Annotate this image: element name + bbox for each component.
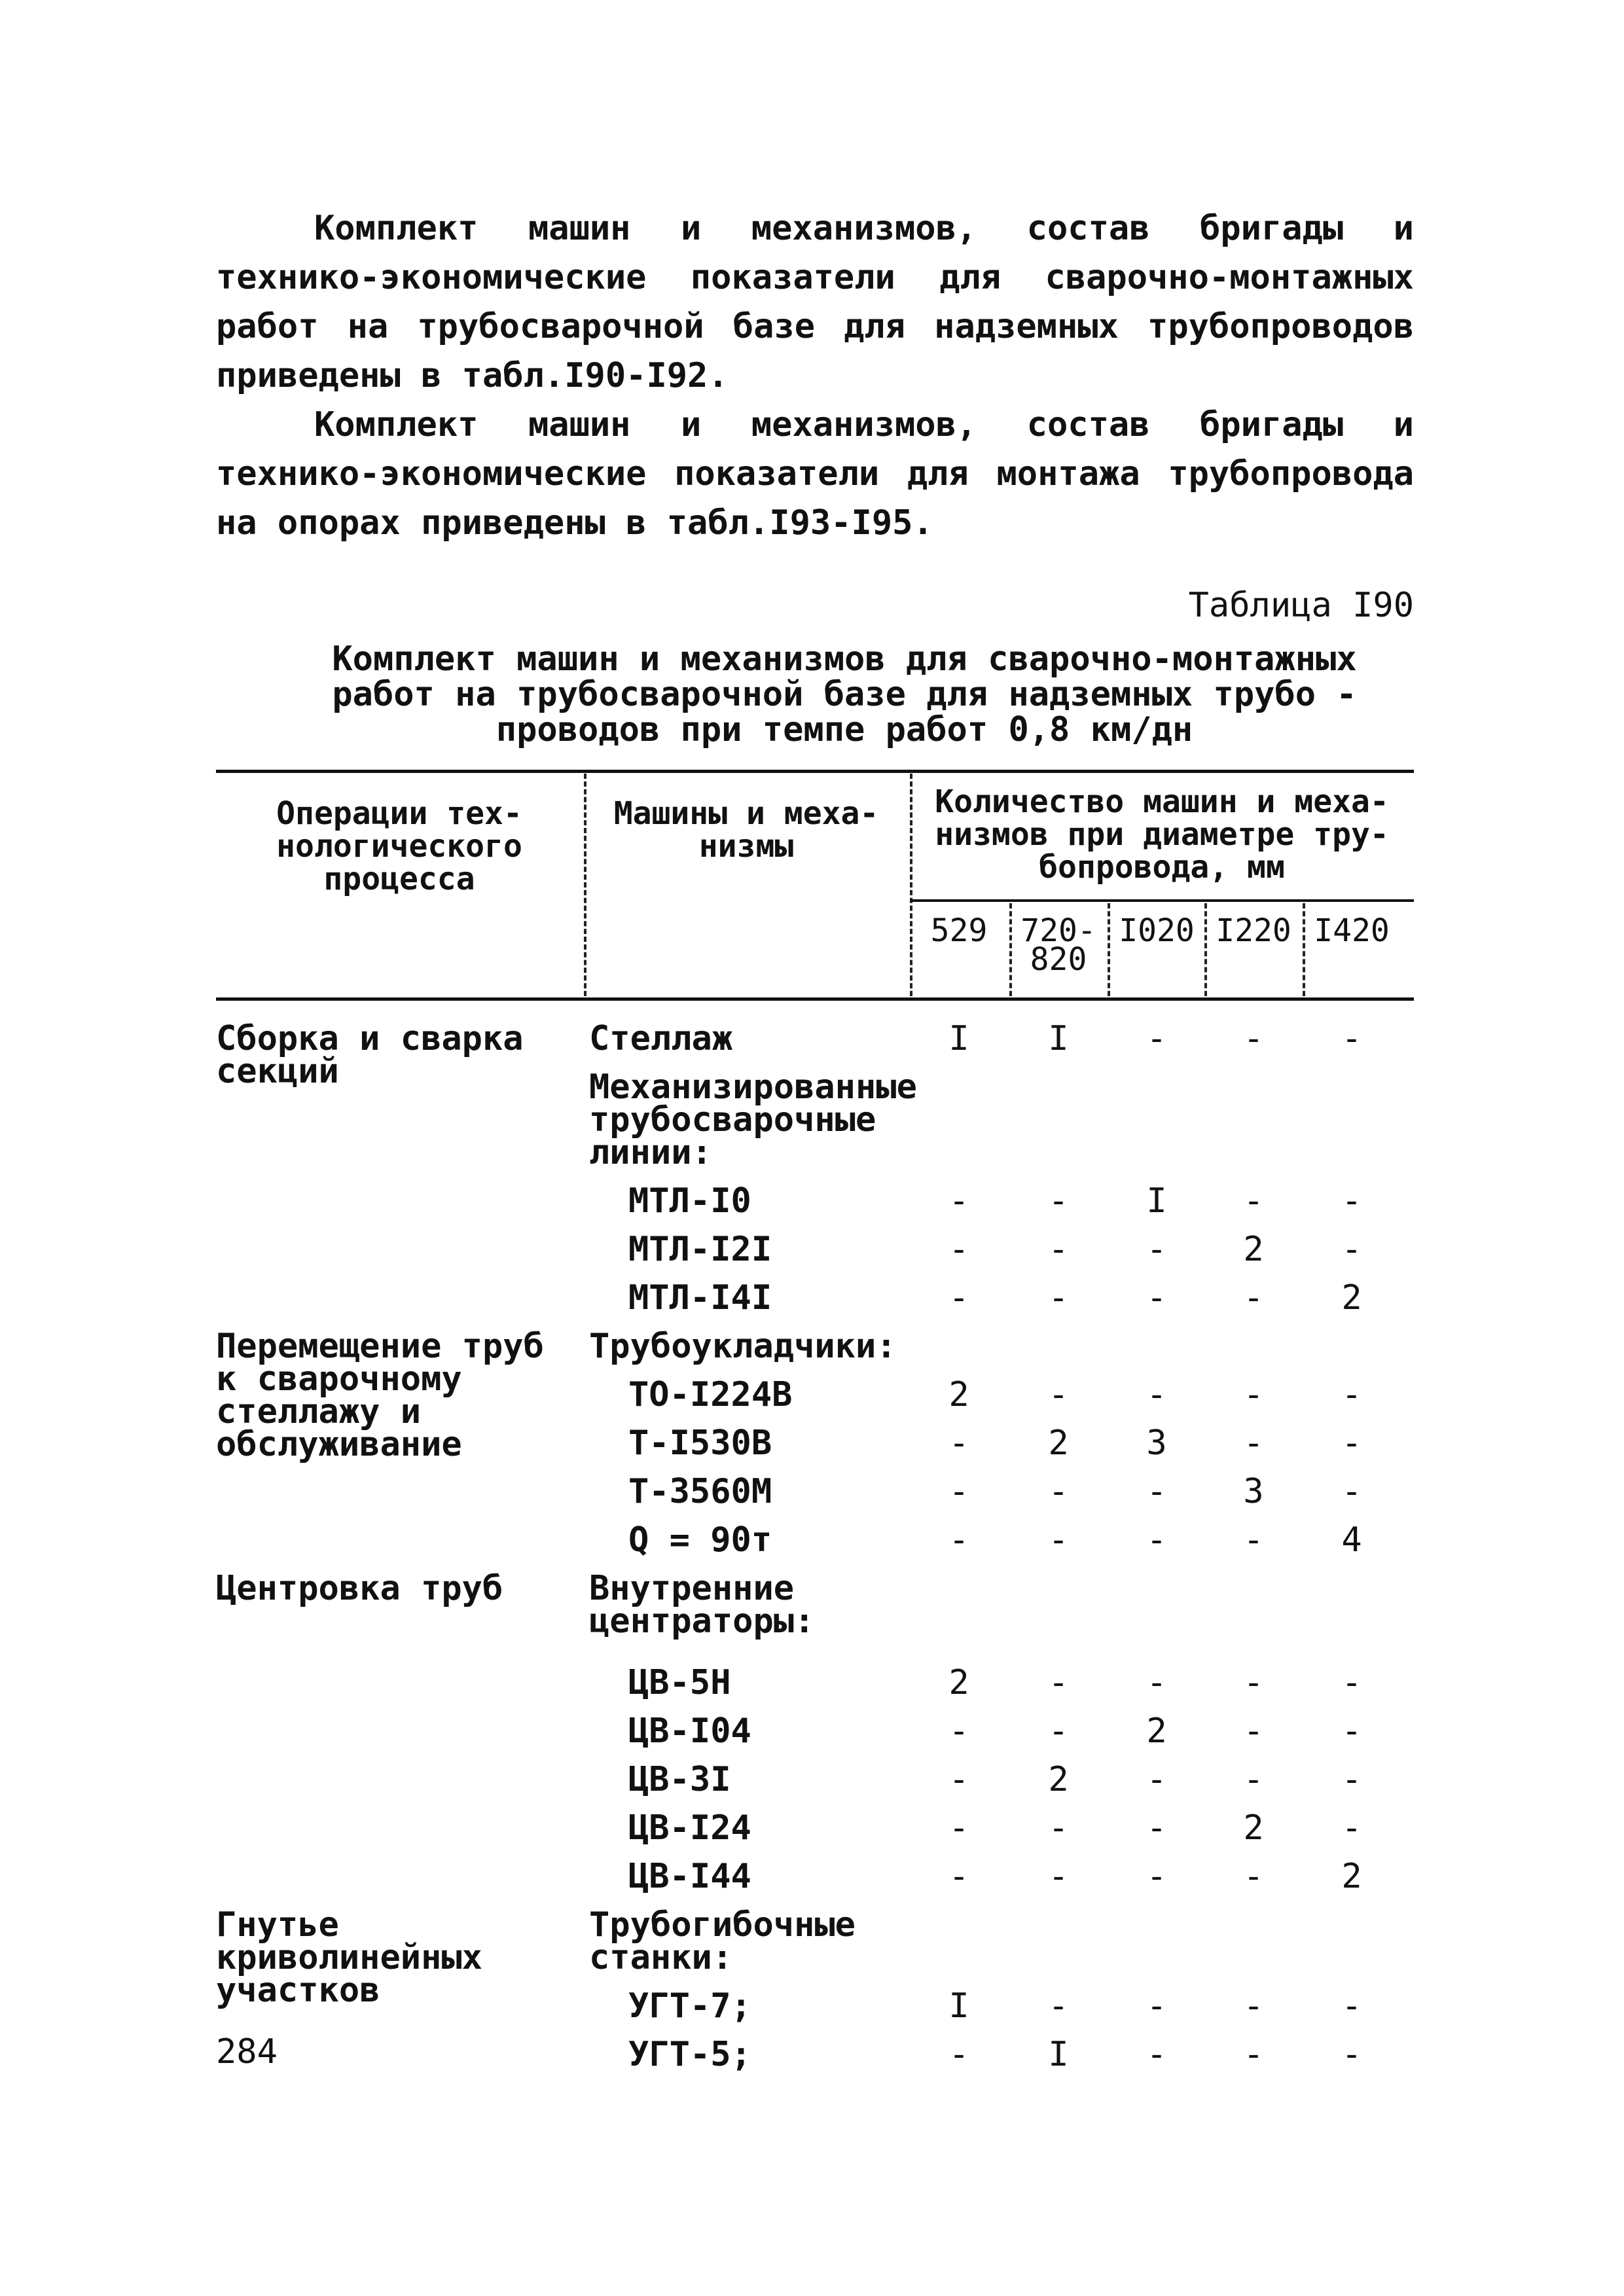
quantity-cell: - <box>1048 1857 1069 1896</box>
quantity-cell: - <box>948 1712 969 1751</box>
quantity-cell: I <box>1048 2035 1069 2074</box>
quantity-cell: - <box>948 1472 969 1511</box>
quantity-cell: - <box>1341 1424 1362 1463</box>
quantity-cell: I <box>948 1986 969 2026</box>
quantity-cell: I <box>948 1019 969 1058</box>
header-divider-1 <box>584 774 586 996</box>
machine-cell: ЦВ-5Н <box>628 1663 731 1702</box>
quantity-cell: - <box>948 1760 969 1799</box>
quantity-cell: 3 <box>1243 1472 1264 1511</box>
quantity-cell: - <box>1341 1808 1362 1848</box>
quantity-cell: - <box>1341 1230 1362 1269</box>
machine-cell: ЦВ-I44 <box>628 1857 751 1896</box>
machine-cell: Механизированные трубосварочные линии: <box>589 1067 917 1172</box>
machine-cell: ЦВ-I04 <box>628 1712 751 1751</box>
quantity-cell: - <box>1146 1857 1167 1896</box>
quantity-cell: - <box>1146 1019 1167 1058</box>
quantity-cell: - <box>1243 1760 1264 1799</box>
quantity-cell: 2 <box>948 1663 969 1702</box>
quantity-cell: - <box>1146 1472 1167 1511</box>
machine-cell: Стеллаж <box>589 1019 733 1058</box>
quantity-cell: - <box>1243 1181 1264 1221</box>
quantity-cell: - <box>1341 1019 1362 1058</box>
quantity-cell: - <box>1048 1986 1069 2026</box>
quantity-cell: - <box>1341 1760 1362 1799</box>
operation-cell: Центровка труб <box>216 1569 503 1608</box>
machine-cell: Т-I530В <box>628 1424 772 1463</box>
quantity-cell: - <box>1146 1760 1167 1799</box>
quantity-cell: - <box>1146 1520 1167 1560</box>
quantity-cell: - <box>1243 1375 1264 1414</box>
header-diameter-1420: I420 <box>1314 912 1390 949</box>
machine-cell: ЦВ-I24 <box>628 1808 751 1848</box>
header-diameter-1220: I220 <box>1216 912 1291 949</box>
quantity-cell: I <box>1048 1019 1069 1058</box>
quantity-cell: - <box>948 1230 969 1269</box>
quantity-cell: 4 <box>1341 1520 1362 1560</box>
quantity-cell: - <box>1048 1808 1069 1848</box>
quantity-cell: - <box>1048 1230 1069 1269</box>
quantity-cell: - <box>1146 2035 1167 2074</box>
quantity-cell: - <box>1341 1663 1362 1702</box>
quantity-cell: 3 <box>1146 1424 1167 1463</box>
quantity-cell: - <box>1243 1986 1264 2026</box>
table-caption: Комплект машин и механизмов для сварочно-монтажных работ на трубосварочной базе для надземных трубо - проводов при темпе работ 0,8 км/дн <box>332 639 1357 749</box>
quantity-cell: 2 <box>1048 1424 1069 1463</box>
quantity-cell: - <box>1048 1520 1069 1560</box>
intro-paragraph-1: Комплект машин и механизмов, состав бригады и технико-экономические показатели для сварочно-монтажных работ на трубосварочной базе для надземных трубопроводов приведены в табл.I90-I92. <box>216 209 1414 395</box>
quantity-cell: - <box>1048 1712 1069 1751</box>
machine-cell: МТЛ-I4I <box>628 1278 772 1318</box>
quantity-cell: 2 <box>1341 1857 1362 1896</box>
quantity-cell: - <box>1243 1424 1264 1463</box>
quantity-cell: - <box>1341 1986 1362 2026</box>
machine-cell: Внутренние центраторы: <box>589 1569 815 1641</box>
quantity-cell: - <box>1243 1520 1264 1560</box>
quantity-cell: - <box>1048 1472 1069 1511</box>
machine-cell: Трубогибочные станки: <box>589 1905 856 1977</box>
quantity-cell: - <box>948 1278 969 1318</box>
quantity-cell: - <box>948 1808 969 1848</box>
machine-cell: ЦВ-3I <box>628 1760 731 1799</box>
header-quantity: Количество машин и меха-низмов при диаметре тру-бопровода, мм <box>935 783 1389 886</box>
quantity-cell: - <box>1243 1857 1264 1896</box>
quantity-cell: - <box>1341 1181 1362 1221</box>
header-divider-2 <box>910 774 912 996</box>
quantity-cell: - <box>948 1857 969 1896</box>
quantity-cell: - <box>1146 1375 1167 1414</box>
operation-cell: Гнутье криволинейных участков <box>216 1905 482 2010</box>
table-header-bottom-rule <box>216 997 1414 1001</box>
quantity-cell: - <box>1243 1663 1264 1702</box>
quantity-cell: 2 <box>1243 1230 1264 1269</box>
machine-cell: МТЛ-I2I <box>628 1230 772 1269</box>
table-top-rule <box>216 770 1414 773</box>
machine-cell: ТО-I224В <box>628 1375 793 1414</box>
quantity-cell: - <box>1341 2035 1362 2074</box>
quantity-cell: - <box>1048 1181 1069 1221</box>
header-operations: Операции тех-нологического процесса <box>276 795 522 897</box>
quantity-cell: - <box>948 1181 969 1221</box>
quantity-cell: - <box>1048 1375 1069 1414</box>
quantity-cell: - <box>1243 1278 1264 1318</box>
intro-paragraph-2: Комплект машин и механизмов, состав бригады и технико-экономические показатели для монтажа трубопровода на опорах приведены в табл.I93-I95. <box>216 405 1414 543</box>
quantity-cell: - <box>1146 1986 1167 2026</box>
machine-cell: МТЛ-I0 <box>628 1181 751 1221</box>
operation-cell: Сборка и сварка секций <box>216 1019 524 1091</box>
quantity-cell: - <box>1048 1278 1069 1318</box>
header-machines: Машины и меха-низмы <box>613 795 879 865</box>
machine-cell: Т-3560М <box>628 1472 772 1511</box>
quantity-cell: - <box>1243 2035 1264 2074</box>
quantity-cell: 2 <box>1243 1808 1264 1848</box>
header-diameter-720-820: 720-820 <box>1020 912 1096 978</box>
quantity-cell: - <box>1146 1278 1167 1318</box>
header-diameter-1020: I020 <box>1119 912 1195 949</box>
quantity-cell: - <box>1341 1712 1362 1751</box>
quantity-cell: - <box>1146 1808 1167 1848</box>
quantity-cell: 2 <box>1048 1760 1069 1799</box>
quantity-cell: 2 <box>948 1375 969 1414</box>
header-sub-rule <box>910 899 1414 902</box>
machine-cell: Трубоукладчики: <box>589 1327 897 1366</box>
header-diameter-529: 529 <box>930 912 988 949</box>
machine-cell: УГТ-5; <box>628 2035 751 2074</box>
table-label: Таблица I90 <box>1188 586 1414 625</box>
quantity-cell: - <box>1146 1230 1167 1269</box>
quantity-cell: 2 <box>1341 1278 1362 1318</box>
quantity-cell: - <box>1341 1375 1362 1414</box>
quantity-cell: - <box>1341 1472 1362 1511</box>
quantity-cell: - <box>1146 1663 1167 1702</box>
page-number: 284 <box>216 2032 278 2072</box>
quantity-cell: I <box>1146 1181 1167 1221</box>
quantity-cell: - <box>1243 1019 1264 1058</box>
machine-cell: Q = 90т <box>628 1520 772 1560</box>
machine-cell: УГТ-7; <box>628 1986 751 2026</box>
quantity-cell: - <box>948 2035 969 2074</box>
quantity-cell: - <box>1243 1712 1264 1751</box>
quantity-cell: - <box>1048 1663 1069 1702</box>
quantity-cell: 2 <box>1146 1712 1167 1751</box>
quantity-cell: - <box>948 1424 969 1463</box>
operation-cell: Перемещение труб к сварочному стеллажу и обслуживание <box>216 1327 544 1464</box>
quantity-cell: - <box>948 1520 969 1560</box>
